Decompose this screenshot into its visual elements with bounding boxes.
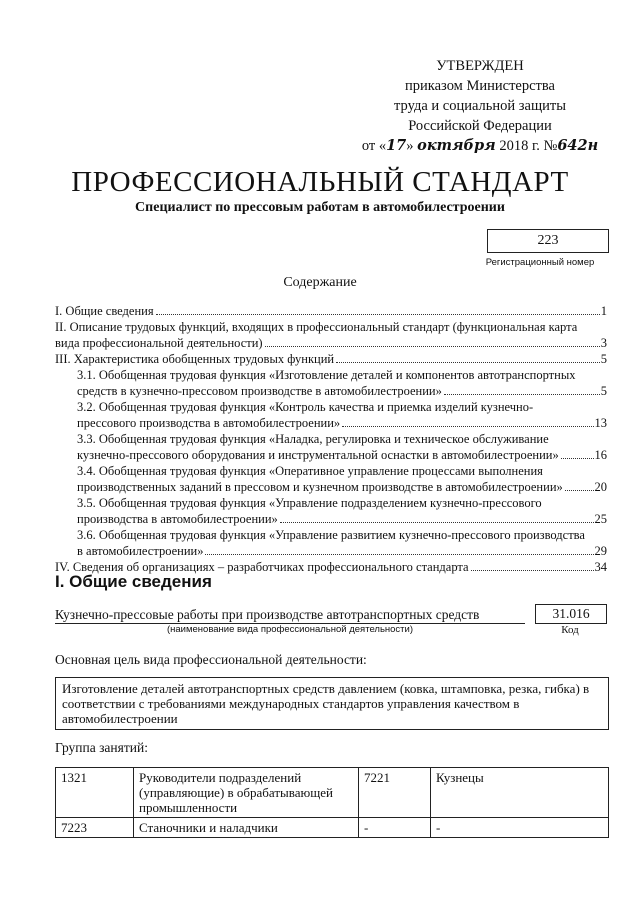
activity-kind-caption: (наименование вида профессиональной деятельности) [166,624,414,635]
occupation-name: Руководители подразделений (управляющие) в обрабатывающей промышленности [134,768,359,818]
document-title: ПРОФЕССИОНАЛЬНЫЙ СТАНДАРТ [71,166,569,198]
approval-number: 642н [557,137,599,154]
occupation-name: Станочники и наладчики [134,818,359,838]
document-subtitle: Специалист по прессовым работам в автомобилестроении [135,200,505,215]
toc-item[interactable]: IV. Сведения об организациях – разработчиках профессионального стандарта 34 [55,560,607,574]
goal-label: Основная цель вида профессиональной деятельности: [55,652,367,667]
goal-text-box: Изготовление деталей автотранспортных средств давлением (ковка, штамповка, резка, гибка) в соответствии с требованиями международных стандартов управления качеством в автомобилестроении [55,677,609,730]
activity-code-caption: Код [561,624,579,636]
registration-number-label: Регистрационный номер [485,257,595,268]
approval-line-order: приказом Министерства [405,78,555,94]
toc-subitem[interactable]: 3.5. Обобщенная трудовая функция «Управление подразделением кузнечно-прессового производства в автомобилестроении» 25 [77,496,607,526]
table-of-contents [55,303,607,575]
occupation-name: - [431,818,609,838]
toc-page-number: 1 [600,304,607,318]
toc-page-number: 5 [600,352,607,366]
approval-date-line: от «17» октября 2018 г. №642н [361,137,599,154]
occupation-code: 7221 [359,768,431,818]
toc-subitem[interactable]: 3.6. Обобщенная трудовая функция «Управление развитием кузнечно-прессового производства в автомобилестроении» 29 [77,528,607,558]
section-title-general: I. Общие сведения [55,572,212,591]
approval-line-country: Российской Федерации [408,118,552,134]
occupation-group-label: Группа занятий: [55,740,148,755]
approval-heading: УТВЕРЖДЕН [436,58,524,74]
activity-kind-name: Кузнечно-прессовые работы при производстве автотранспортных средств [55,607,525,624]
toc-item[interactable]: II. Описание трудовых функций, входящих в профессиональный стандарт (функциональная карта вида профессиональной деятельности) 3 [55,320,607,350]
occupation-code: 1321 [56,768,134,818]
toc-page-number: 20 [594,480,607,494]
table-row [56,818,609,838]
toc-subitem[interactable]: 3.3. Обобщенная трудовая функция «Наладка, регулировка и техническое обслуживание кузнечно-прессового оборудования и инструментальной оснастки в автомобилестроении» 16 [77,432,607,462]
activity-code-box: 31.016 [535,604,607,624]
toc-page-number: 25 [594,512,607,526]
approval-block [340,56,620,156]
approval-line-ministry: труда и социальной защиты [394,98,566,114]
toc-item[interactable]: I. Общие сведения 1 [55,304,607,318]
registration-number-box: 223 [487,229,609,253]
toc-subitem[interactable]: 3.2. Обобщенная трудовая функция «Контроль качества и приемка изделий кузнечно- прессового производства в автомобилестроении» 13 [77,400,607,430]
approval-month: октября [417,137,496,154]
table-row [56,768,609,818]
toc-page-number: 5 [600,384,607,398]
occupation-code: 7223 [56,818,134,838]
toc-subitem[interactable]: 3.1. Обобщенная трудовая функция «Изготовление деталей и компонентов автотранспортных средств в кузнечно-прессовом производстве в автомобилестроении» 5 [77,368,607,398]
toc-page-number: 34 [594,560,607,574]
toc-item[interactable]: III. Характеристика обобщенных трудовых функций 5 [55,352,607,366]
occupation-code: - [359,818,431,838]
occupation-group-table [55,767,609,838]
toc-subitem[interactable]: 3.4. Обобщенная трудовая функция «Оперативное управление процессами выполнения производственных заданий в прессовом и кузнечном производстве в автомобилестроении» 20 [77,464,607,494]
toc-page-number: 13 [594,416,607,430]
toc-title: Содержание [283,275,357,290]
occupation-name: Кузнецы [431,768,609,818]
toc-page-number: 3 [600,336,607,350]
toc-page-number: 16 [594,448,607,462]
approval-day: 17 [386,137,407,154]
toc-page-number: 29 [594,544,607,558]
